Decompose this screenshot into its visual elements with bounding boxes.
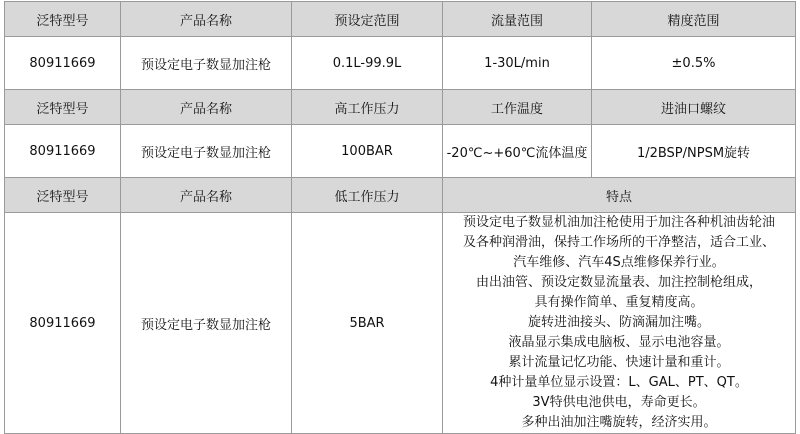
feature-line: 由出油管、预设定数显流量表、加注控制枪组成， (475, 275, 762, 290)
cell-product-name: 预设定电子数显加注枪 (121, 213, 292, 434)
cell-preset-range: 0.1L-99.9L (292, 37, 443, 90)
header-cell-product-name: 产品名称 (121, 2, 292, 37)
product-spec-table (4, 1, 796, 434)
header-cell-inlet-thread: 进油口螺纹 (592, 90, 796, 125)
cell-accuracy: ±0.5% (592, 37, 796, 90)
feature-line: 具有操作简单、重复精度高。 (534, 295, 704, 310)
header-cell-model: 泛特型号 (5, 2, 121, 37)
header-cell-model: 泛特型号 (5, 178, 121, 213)
feature-line: 预设定电子数显机油加注枪使用于加注各种机油齿轮油 (462, 215, 775, 230)
cell-model: 80911669 (5, 37, 121, 90)
cell-model: 80911669 (5, 213, 121, 434)
header-row (5, 2, 796, 37)
header-cell-product-name: 产品名称 (121, 90, 292, 125)
header-cell-working-temp: 工作温度 (443, 90, 592, 125)
header-cell-flow-range: 流量范围 (443, 2, 592, 37)
cell-flow-range: 1-30L/min (443, 37, 592, 90)
feature-line: 汽车维修、汽车4S点维修保养行业。 (513, 255, 725, 270)
feature-line: 多种出油加注嘴旋转，经济实用。 (521, 415, 717, 430)
cell-max-pressure: 100BAR (292, 125, 443, 178)
header-cell-accuracy: 精度范围 (592, 2, 796, 37)
header-cell-model: 泛特型号 (5, 90, 121, 125)
cell-model: 80911669 (5, 125, 121, 178)
cell-inlet-thread: 1/2BSP/NPSM旋转 (592, 125, 796, 178)
table-row (5, 37, 796, 90)
feature-line: 3V特供电池供电，寿命更长。 (532, 395, 706, 410)
feature-line: 及各种润滑油，保持工作场所的干净整洁，适合工业、 (462, 235, 775, 250)
header-cell-max-pressure: 高工作压力 (292, 90, 443, 125)
table-row (5, 213, 796, 434)
feature-line: 液晶显示集成电脑板、显示电池容量。 (508, 335, 730, 350)
feature-line: 累计流量记忆功能、快速计量和重计。 (508, 355, 730, 370)
header-cell-min-pressure: 低工作压力 (292, 178, 443, 213)
header-cell-features: 特点 (443, 178, 796, 213)
cell-features (443, 213, 796, 434)
cell-working-temp: -20℃~+60℃流体温度 (443, 125, 592, 178)
cell-product-name: 预设定电子数显加注枪 (121, 37, 292, 90)
feature-line: 旋转进油接头、防滴漏加注嘴。 (527, 315, 710, 330)
header-cell-preset-range: 预设定范围 (292, 2, 443, 37)
header-row (5, 178, 796, 213)
cell-product-name: 预设定电子数显加注枪 (121, 125, 292, 178)
header-cell-product-name: 产品名称 (121, 178, 292, 213)
feature-line: 4种计量单位显示设置：L、GAL、PT、QT。 (490, 375, 748, 390)
table-row (5, 125, 796, 178)
header-row (5, 90, 796, 125)
cell-min-pressure: 5BAR (292, 213, 443, 434)
